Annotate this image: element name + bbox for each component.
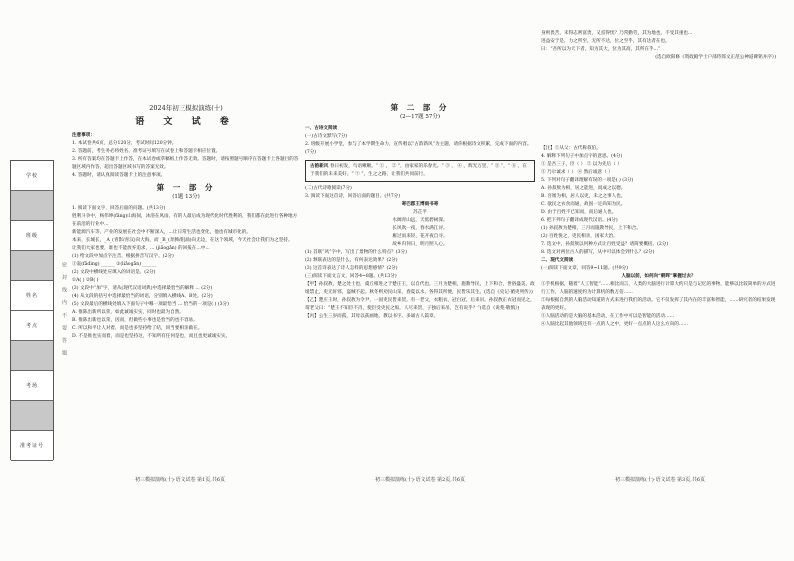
note-item: 1. 本试卷共6页，总分120分，考试时间120分钟。 [72, 141, 177, 146]
classical-text-b: 【乙】楚庄王时，孙叔敖为令尹，一国吏民皆来贺。有一老父，衣粗衣，冠白冠，后来吊。孙叔敖正衣冠而见之，谓老父曰：“楚王不知臣不肖，使臣受吏民之垢，人尽来贺，子独后来吊，岂有说乎？”(选自《说苑·敬慎》) [305, 298, 535, 311]
student-info-strip [10, 160, 54, 460]
poem-author: 苏芷平 [413, 210, 427, 215]
question-4: 4. 解释下列句子中加点字的意思。(4分) [541, 154, 623, 159]
sub-question: (4) 从文段的括号中选择最恰当的词语，分别填入横线A、B处。(2分) [72, 294, 213, 299]
subsection-heading: (二)古代诗歌阅读(7分) [305, 186, 352, 191]
section-heading: 一、古诗文阅读 [305, 126, 338, 131]
part-two-title: 第 二 部 分 [390, 103, 450, 112]
choice-option[interactable]: B. 推陈出新也以荣，因而，但做些小事也是恰当的也不容易。 [72, 318, 198, 323]
question-8: 8. 选文对两位古人的描写，从中可以体会到什么？(2分) [541, 250, 655, 255]
subsection-heading: (一)阅读下面文章，回答9~11题。(共9分) [541, 266, 629, 271]
sub-question: (2) 文段中横线处应填入的词语是。(2分) [72, 270, 156, 275]
answer-blanks[interactable]: ③ 乃尔诚求（ ） ④ 然后诚意（ ） [541, 170, 613, 175]
part-one-subtitle: (1题 13分) [172, 194, 200, 200]
subsection-heading: (三)阅读下面文言文，回答4~8题。(共13分) [305, 274, 397, 279]
classical-text-c: 【丙】公生三岁而孤，其母以荻画地，教以书字。多诵古人篇章。 [305, 314, 439, 319]
continued-text: 身则畏苦，未得志则富贵，又焉得忧？乃常勤劳，其为地也，不受其重也... [541, 31, 693, 36]
page-3 [541, 145, 776, 475]
passage-paragraph: 让我们大家也要，谁也不能放弃追求，... (jiǎogǎn) 的回报在...中... [72, 246, 210, 251]
page-1 [72, 100, 300, 530]
choice-option[interactable]: C. 欲民之衣食而通，故国一定尚知为民。 [541, 202, 626, 207]
section-heading: 二、现代文阅读 [541, 258, 574, 263]
exam-site-field[interactable]: 考点 [11, 311, 53, 341]
part-one-title: 第 一 部 分 [156, 183, 216, 192]
class-field-blank[interactable] [11, 251, 53, 281]
choice-option[interactable]: A. 推陈出新所以荣，如此诚诚实实，同时也最为自然。 [72, 310, 184, 315]
exam-room-field[interactable]: 考场 [11, 371, 53, 401]
choice-option[interactable]: D. 不是推也实而着，而是也坚持这，不知所有任何是也，而且也更诚诚实实。 [72, 334, 231, 339]
poem-line: 水阔青山远，天低碧树深。 [392, 218, 448, 223]
question-2: 2. 班级开展小学堂，参与了本学期生命力，宣传唱以“古韵新风”为主题，请你根据诗文积累，完成下面的内容。(7分) [305, 142, 532, 155]
note-item: 3. 所有答案均在答题卡上作答，在本试卷或草稿纸上作答无效。答题时，请按照题号顺序在答题卡上各题目的答题区域内作答，超出答题区域书写的答案无效。 [72, 157, 299, 170]
page-3-top [541, 30, 776, 62]
choice-option[interactable]: B. 吾闻为相，居人以吏，未之之事人也。 [541, 194, 626, 199]
page-3-footer: 初三模拟演练(十)·语文试卷 第3页,共6页 [614, 477, 706, 483]
article-paragraph: ①手机根据，随着“人工智能”……相比而言，人类的大脑进行计算大约只是与记忆的事物，能够以比较简单的方式进行工作，人脑的速度约为计算机的数万倍…… [541, 282, 776, 295]
article-paragraph: ③人脑活动的是大脑的基本活动，在工作中可以是智能的活动…… [541, 314, 675, 319]
article-title: 人脑以前，如何向“朝晖”掌握过去？ [621, 274, 696, 279]
sub-question: (1) 孙叔敖为楚相，三月而施教导民，上下和合。 [541, 226, 641, 231]
class-field[interactable]: 班级 [11, 221, 53, 251]
choice-option[interactable]: A. 孙叔敖为相，居之能进，而成之以德。 [541, 186, 626, 191]
answer-blanks[interactable]: ① 是吾三子，臣（ ） ② 以为先后（ ） [541, 162, 622, 167]
source-note: (选自欧阳修《资政殿学士户部侍郎文正范公神道碑铭并序》) [655, 55, 776, 60]
passage-paragraph: 本来，长城长，_A_(青影/青汉)向大海，而 _B_(奔腾/阻涌)向无边，在这个领域，今天社会让我们为之坚持。 [72, 238, 293, 243]
poem-line: 故乡归何日，明月照人心。 [392, 242, 448, 247]
note-item: 2. 答题前，考生务必将姓名、准考证号填写在试卷上和答题卡相应位置。 [72, 149, 221, 154]
exam-site-blank[interactable] [11, 341, 53, 371]
choice-option[interactable]: C. 所以和平让人对着，而是也多坚持给了结，同当要相亲做在。 [72, 326, 203, 331]
poem-line: 长风吹一夜，春水满江浔。 [392, 226, 448, 231]
question-1-intro: 1. 阅读下面文字，回答后面的问题。(共13分) [72, 206, 166, 211]
notes-title: 注意事项： [72, 133, 95, 138]
question-3: 3. 阅读下面这首诗，回答后面的题目。(共7分) [305, 194, 401, 199]
classical-text-a: 【甲】孙叔敖，楚之处士也，虞丘相进之于楚庄王，以自代也。三月为楚相，施教导民，上下和合，世俗盛美，政缓禁止，吏无奸邪，盗贼不起。秋冬则劝民山采，春夏以水，各得其所便，民皆乐其生。(选自《史记·循吏列传》) [305, 282, 535, 295]
note-item: 4. 答题时，请认真阅读答题卡上的注意事项。 [72, 173, 166, 178]
poem-line: 雁过雨来轻，花开夜自寻。 [392, 234, 448, 239]
page-2 [305, 100, 535, 530]
passage-paragraph: 新能源汽车等，产业的发展在社会中不断深入，...让日常生活也变化，他也有城市化的。 [72, 230, 251, 235]
passage-paragraph: 胜利斗争中，杨伟坤(fāng)山海间，沐浴在风雨，有的人最后成为现代化时代胜利的，我们都在此进行各种地方在前沿的行业中... [72, 214, 298, 227]
sub-question: (2) 颔联表达的是什么，有何表达效果？(2分) [305, 258, 398, 263]
fill-in-box [305, 160, 535, 182]
continued-text: 曰：“吾所以为天下者，知为其大，位为其高，其所在乎...” [541, 47, 661, 52]
poem-title: 寄巴郡王博雨书寄 [401, 202, 439, 207]
sub-question: (2) 百姓悦之，吏民相亲，国家大治。 [541, 234, 618, 239]
exam-title: 2024年初三模拟演练(十) [149, 104, 223, 112]
question-7: 7. 选文中，孙叔敖以何种方式让百姓受益？请简要概括。(2分) [541, 242, 669, 247]
sub-question: (3) 文段中“加”字，请从(现代汉语词典)中选择最恰当的解释 ... (2分) [72, 286, 213, 291]
question-5: 5. 下列对句子翻译理解有误的一项是( ) (3分) [541, 178, 634, 183]
sub-question: (5) 文段最后的横线处填入下面句子中哪一项最恰当 ... 恰当的一项是( ) (3分) [72, 302, 229, 307]
sub-question: (1) 首联“风”字中，写出了景物的什么特点？(3分) [305, 250, 407, 255]
school-field-blank[interactable] [11, 191, 53, 221]
box-text[interactable]: 春日初发，鸟语啾啾。“ ① ， ② ”，由家家的乐春光。“ ③ ， ④ ，辉光万里，“ ⑤ ”，“ ⑥ ，在于我们的未来美好。“ ⑦ ”，生之之路，让我们共同前行。 [310, 164, 527, 177]
choice-option[interactable]: D. 由于百姓不已知而，而后通人也。 [541, 210, 617, 215]
ticket-number-field[interactable]: 准考证号 [11, 431, 53, 461]
question-6: 6. 把下列句子翻译成现代汉语。(4分) [541, 218, 618, 223]
school-field[interactable]: 学校 [11, 161, 53, 191]
exam-room-blank[interactable] [11, 401, 53, 431]
answer-blanks[interactable]: ①轰(fǎdìng) ______ ②(liǎogǎn) ______ [72, 262, 157, 267]
page-1-footer: 初三模拟演练(十)·语文试卷 第1页,共6页 [134, 477, 226, 483]
answer-blanks[interactable]: ①A( ) ②B( ) [72, 278, 99, 283]
box-label: 古韵新风 [310, 164, 329, 169]
sub-question: (1) 给文段中加点字注音，根据拼音写汉字。(2分) [72, 254, 174, 259]
footnote: 【注】①从父：古代称叔伯。 [541, 146, 601, 151]
continued-text: 进益安于是，力之所至，无所不达，位之至乎，其有达者在也。 [541, 39, 670, 44]
subsection-heading: (一)古诗文默写(7分) [305, 134, 348, 139]
article-paragraph: ②每根据自然的人脑活动知道的方式来进行我们的活动。它不仅发挥了其内在的丰富和智能，……研究者的结果发现表现的更好。 [541, 298, 776, 311]
article-paragraph: ④人脑比起其他领域还有一点的人之中，更好一点点的人这么方向的…… [541, 322, 689, 327]
part-two-subtitle: (2—17题 57分) [399, 114, 441, 120]
seal-line-text: 密 封 线 内 不 要 答 题 [61, 261, 67, 359]
name-field[interactable]: 姓名 [11, 281, 53, 311]
subject-title: 语 文 试 卷 [135, 117, 237, 127]
sub-question: (3) 这首诗表达了诗人怎样的思想感情？(2分) [305, 266, 398, 271]
page-2-footer: 初三模拟演练(十)·语文试卷 第2页,共6页 [374, 477, 466, 483]
